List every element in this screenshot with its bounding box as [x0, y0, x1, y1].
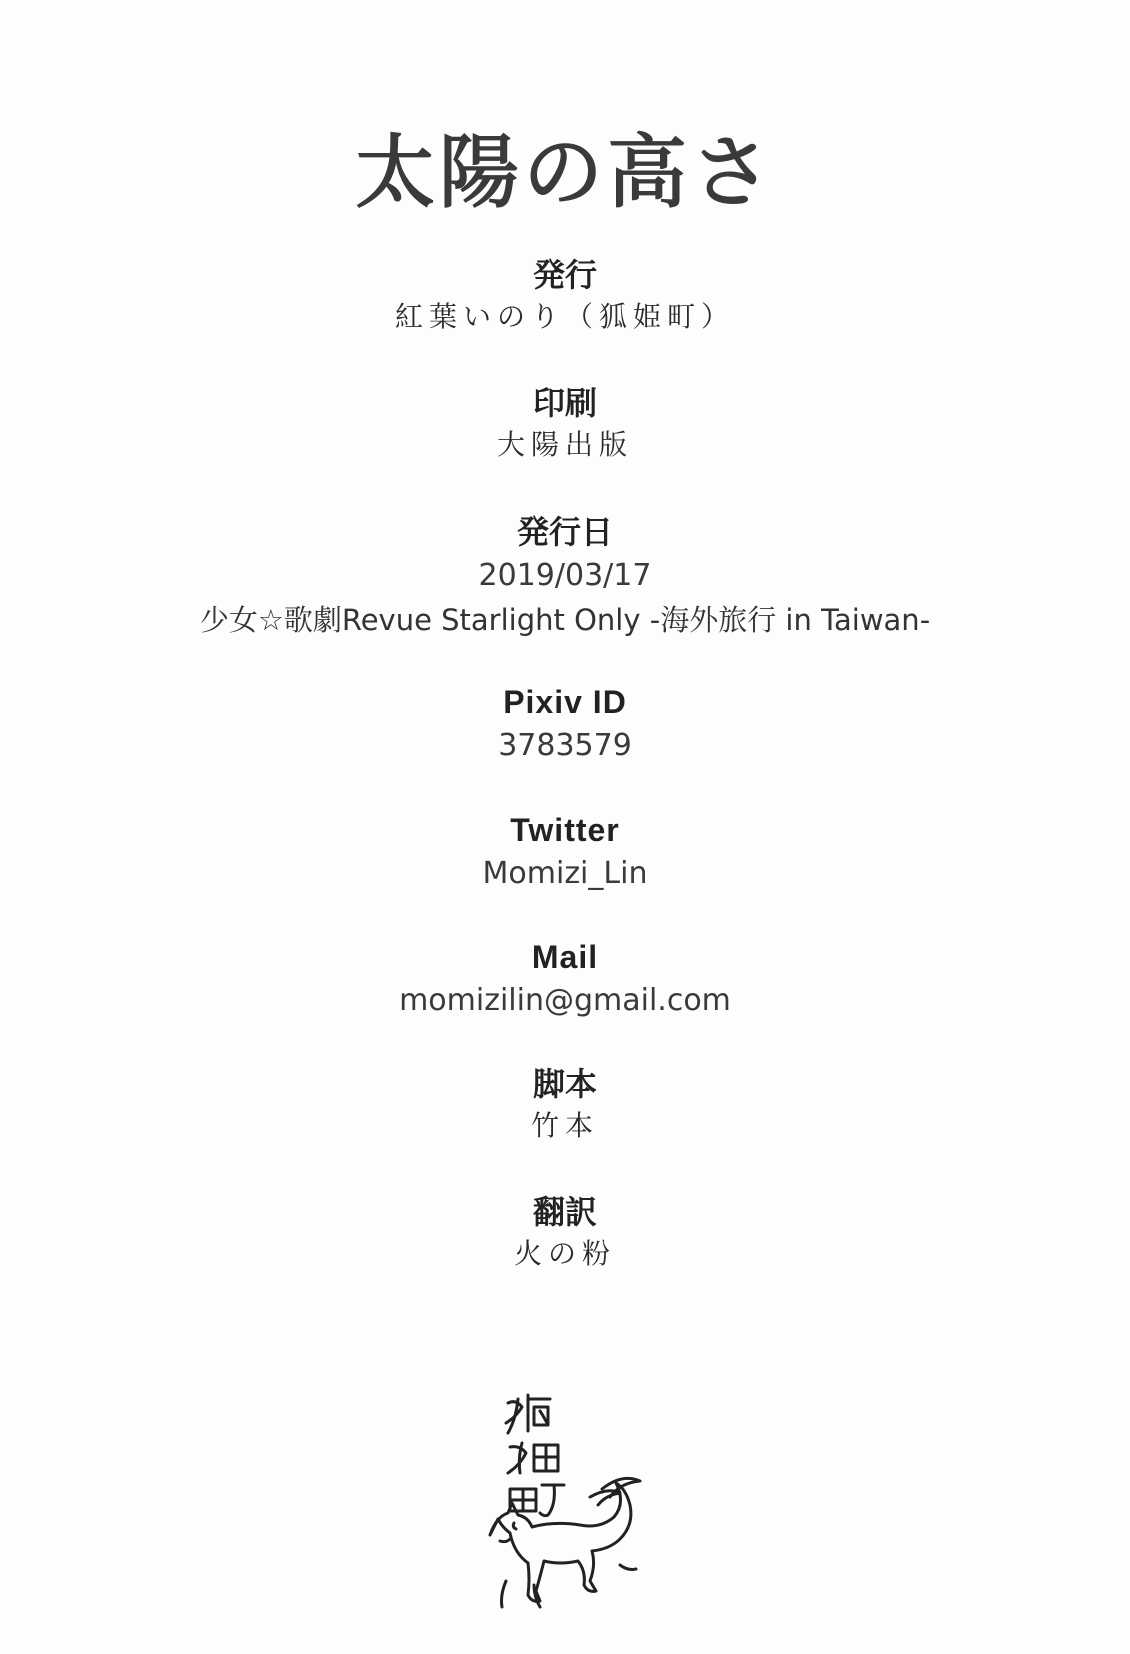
event-name: 少女☆歌劇Revue Starlight Only -海外旅行 in Taiwan- [199, 603, 931, 637]
twitter-value: Momizi_Lin [482, 856, 648, 891]
fox-seal-icon [470, 1385, 650, 1615]
printing-value: 大陽出版 [496, 428, 633, 461]
mail-label: Mail [531, 939, 599, 975]
script-label: 脚本 [532, 1065, 597, 1103]
publisher-label: 発行 [532, 256, 597, 294]
date-value: 2019/03/17 [478, 558, 652, 593]
translation-value: 火の粉 [513, 1237, 616, 1270]
pixiv-section [0, 682, 1130, 766]
translation-section [0, 1192, 1130, 1274]
pixiv-label: Pixiv ID [503, 684, 627, 720]
publisher-value: 紅葉いのり（狐姫町） [394, 300, 735, 333]
printing-section [0, 383, 1130, 465]
translation-label: 翻訳 [532, 1193, 597, 1231]
twitter-section [0, 810, 1130, 894]
book-title: 太陽の高さ [355, 126, 775, 219]
mail-value: momizilin@gmail.com [399, 983, 731, 1018]
publisher-section [0, 255, 1130, 337]
pixiv-value: 3783579 [498, 728, 632, 763]
printing-label: 印刷 [532, 384, 597, 422]
twitter-label: Twitter [510, 812, 620, 848]
script-section [0, 1064, 1130, 1146]
script-value: 竹本 [530, 1109, 599, 1142]
date-label: 発行日 [516, 513, 613, 551]
mail-section [0, 937, 1130, 1021]
date-section [0, 512, 1130, 640]
